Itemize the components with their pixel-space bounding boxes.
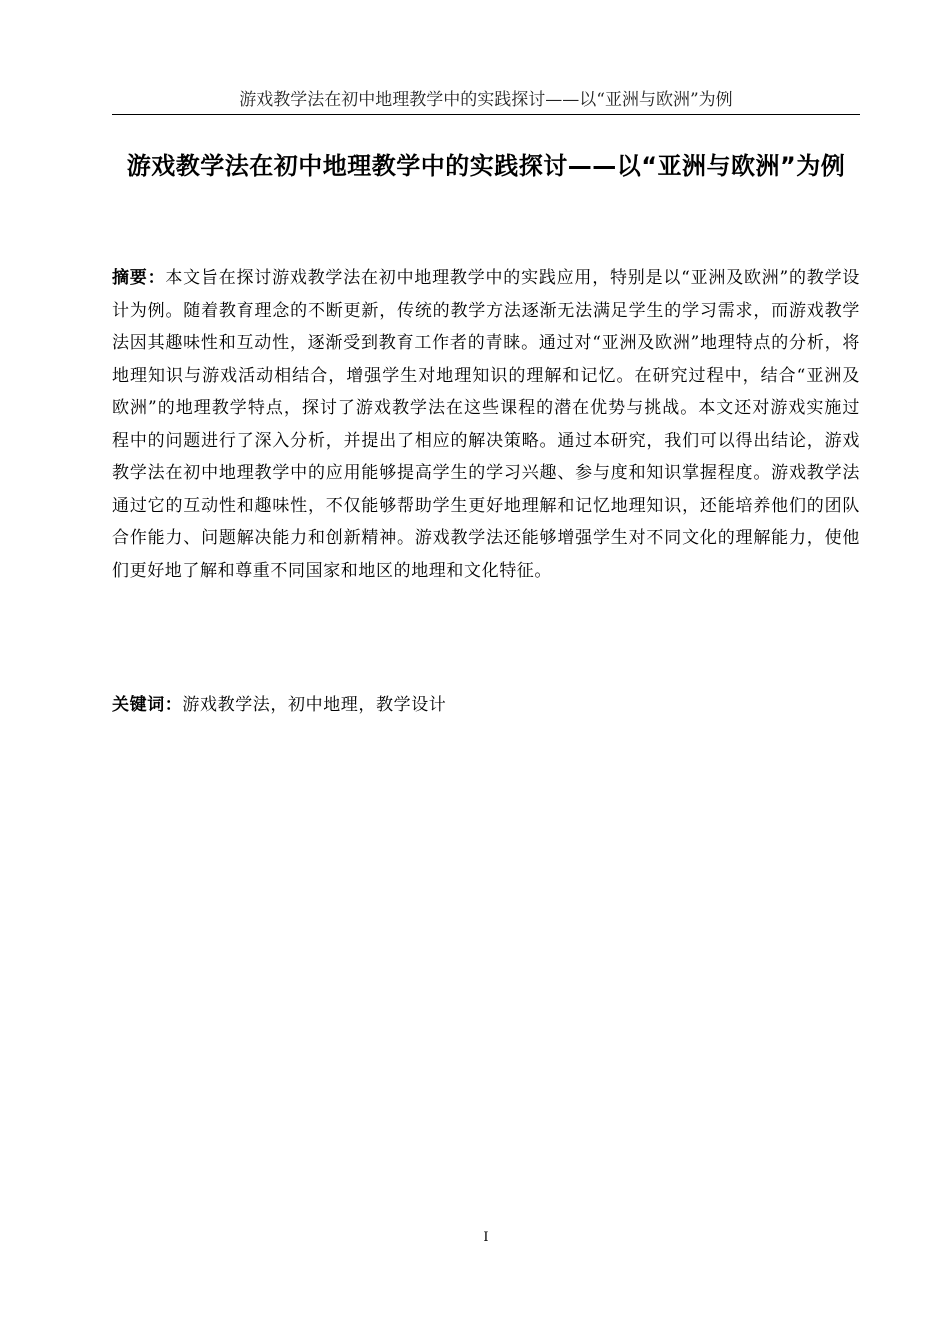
keywords-line	[112, 690, 860, 720]
keywords-label: 关键词：	[112, 695, 183, 715]
abstract-paragraph	[112, 262, 860, 587]
page-number: I	[483, 1230, 489, 1245]
abstract-label: 摘要：	[112, 268, 166, 288]
abstract-text: 本文旨在探讨游戏教学法在初中地理教学中的实践应用，特别是以“亚洲及欧洲”的教学设计为例。随着教育理念的不断更新，传统的教学方法逐渐无法满足学生的学习需求，而游戏教学法因其趣味性和互动性，逐渐受到教育工作者的青睐。通过对“亚洲及欧洲”地理特点的分析，将地理知识与游戏活动相结合，增强学生对地理知识的理解和记忆。在研究过程中，结合“亚洲及欧洲”的地理教学特点，探讨了游戏教学法在这些课程的潜在优势与挑战。本文还对游戏实施过程中的问题进行了深入分析，并提出了相应的解决策略。通过本研究，我们可以得出结论，游戏教学法在初中地理教学中的应用能够提高学生的学习兴趣、参与度和知识掌握程度。游戏教学法通过它的互动性和趣味性，不仅能够帮助学生更好地理解和记忆地理知识，还能培养他们的团队合作能力、问题解决能力和创新精神。游戏教学法还能够增强学生对不同文化的理解能力，使他们更好地了解和尊重不同国家和地区的地理和文化特征。	[112, 268, 860, 581]
header-rule	[112, 114, 860, 115]
paper-title: 游戏教学法在初中地理教学中的实践探讨——以“亚洲与欧洲”为例	[126, 152, 846, 180]
running-header: 游戏教学法在初中地理教学中的实践探讨——以“亚洲与欧洲”为例	[239, 90, 733, 110]
keywords-text: 游戏教学法，初中地理，教学设计	[182, 695, 447, 715]
